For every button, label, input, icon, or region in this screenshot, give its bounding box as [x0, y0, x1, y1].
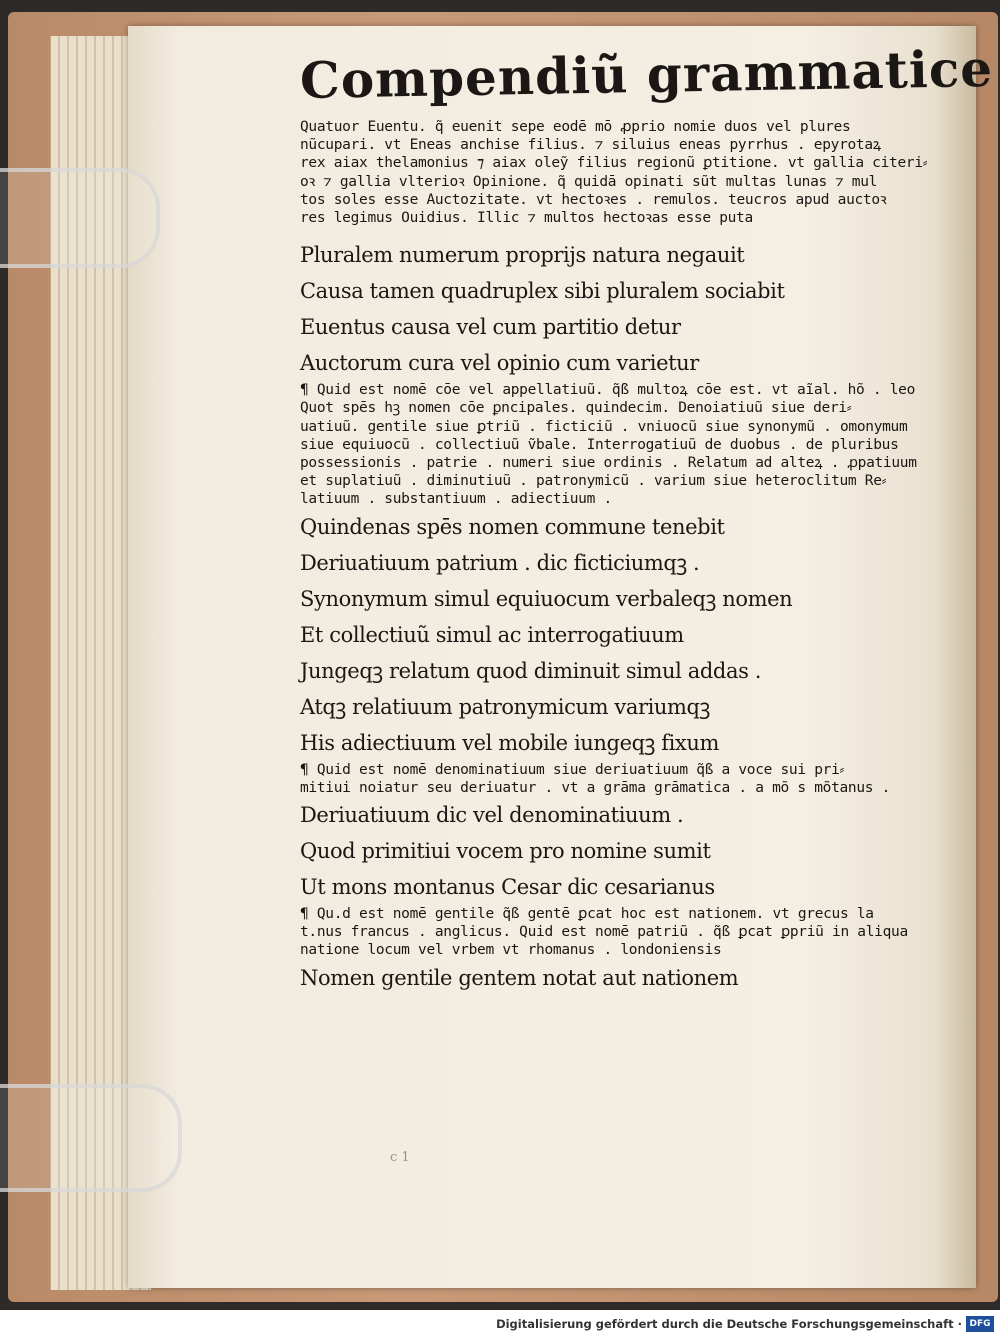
page-clip-top: [0, 168, 160, 268]
verse-line: Deriuatiuum dic vel denominatiuum .: [300, 803, 684, 828]
prose-paragraph-4: [300, 905, 960, 960]
prose-paragraph-1: [300, 118, 960, 227]
text-line: Quot spēs hꝫ nomen cōe ꝑncipales. quindecim. Denoiatiuũ siue deri⸗: [300, 400, 852, 417]
text-line: t.nus francus . anglicus. Quid est nomē patriũ . q̃ß ꝑcat ꝑpriũ in aliqua: [300, 924, 908, 941]
text-line: et suplatiuũ . diminutiuũ . patronymicũ . varium siue heteroclitum Re⸗: [300, 473, 887, 490]
text-line: mitiui noiatur seu deriuatur . vt a grāma grāmatica . a mõ s mõtanus .: [300, 779, 891, 796]
text-line: siue equiuocũ . collectiuũ ṽbale. Interrogatiuũ de duobus . de pluribus: [300, 436, 899, 453]
verse-line: Quindenas spēs nomen commune tenebit: [300, 514, 725, 539]
text-line: uatiuũ. gentile siue ꝑtriũ . ficticiũ . vniuocũ siue synonymũ . omonymum: [300, 418, 908, 435]
verse-line: Jungeqꝫ relatum quod diminuit simul addas .: [300, 658, 762, 683]
text-line: rex aiax thelamonius ⁊ aiax oleỹ filius regionũ ꝑtitione. vt gallia citeri⸗: [300, 155, 928, 172]
prose-paragraph-3: [300, 761, 960, 797]
text-line: ¶ Quid est nomē denominatiuum siue deriuatiuum q̃ß a voce sui pri⸗: [300, 761, 845, 778]
verse-group-3: [300, 797, 960, 905]
text-line: nũcupari. vt Eneas anchise filius. ⁊ siluius eneas pyrrhus . epyrotaꝝ: [300, 137, 881, 154]
verse-line: His adiectiuum vel mobile iungeqꝫ fixum: [300, 730, 720, 755]
verse-line: Nomen gentile gentem notat aut nationem: [300, 965, 739, 990]
verse-line: Deriuatiuum patrium . dic ficticiumqꝫ .: [300, 550, 700, 575]
text-line: tos soles esse Auctozitate. vt hectoꝛes . remulos. teucros apud auctoꝛ: [300, 191, 887, 208]
footer-bar: [0, 1312, 1000, 1339]
text-line: ¶ Quid est nomē cōe vel appellatiuũ. q̃ß multoꝝ cōe est. vt aĩal. hõ . leo: [300, 382, 916, 399]
page-clip-bottom: [0, 1084, 182, 1192]
page-text: [299, 38, 994, 996]
verse-line: Causa tamen quadruplex sibi pluralem sociabit: [300, 279, 785, 304]
text-line: res legimus Ouidius. Illic ⁊ multos hectoꝛas esse puta: [300, 210, 753, 227]
text-line: oꝛ ⁊ gallia vlterioꝛ Opinione. q̃ quidā opinati sũt multas lunas ⁊ mul: [300, 173, 878, 190]
verse-line: Pluralem numerum proprijs natura negauit: [300, 243, 745, 268]
verse-line: Auctorum cura vel opinio cum varietur: [300, 351, 699, 376]
page-heading: Compendiũ grammatice: [299, 38, 994, 110]
dfg-logo-icon: DFG: [966, 1316, 994, 1332]
verse-line: Quod primitiui vocem pro nomine sumit: [300, 839, 711, 864]
funding-credit: Digitalisierung gefördert durch die Deutsche Forschungsgemeinschaft ·: [496, 1317, 962, 1331]
verse-group-4: [300, 960, 960, 996]
text-line: Quatuor Euentu. q̃ euenit sepe eodē mō ꝓprio nomie duos vel plures: [300, 119, 851, 135]
verse-line: Ut mons montanus Cesar dic cesarianus: [300, 875, 715, 900]
verse-group-1: [300, 237, 960, 381]
verse-group-2: [300, 509, 960, 761]
verse-line: Et collectiuũ simul ac interrogatiuum: [300, 622, 684, 647]
text-line: latiuum . substantiuum . adiectiuum .: [300, 491, 612, 508]
verse-line: Atqꝫ relatiuum patronymicum variumqꝫ: [300, 694, 710, 719]
text-line: ¶ Qu.d est nomē gentile q̃ß gentē ꝑcat hoc est nationem. vt grecus la: [300, 906, 874, 923]
prose-paragraph-2: [300, 381, 960, 508]
text-line: natione locum vel vrbem vt rhomanus . londoniensis: [300, 942, 722, 959]
verse-line: Synonymum simul equiuocum verbaleqꝫ nomen: [300, 586, 793, 611]
signature-mark: c 1: [390, 1150, 410, 1165]
verse-line: Euentus causa vel cum partitio detur: [300, 315, 681, 340]
text-line: possessionis . patrie . numeri siue ordinis . Relatum ad alteꝝ . ꝓpatiuum: [300, 455, 917, 472]
